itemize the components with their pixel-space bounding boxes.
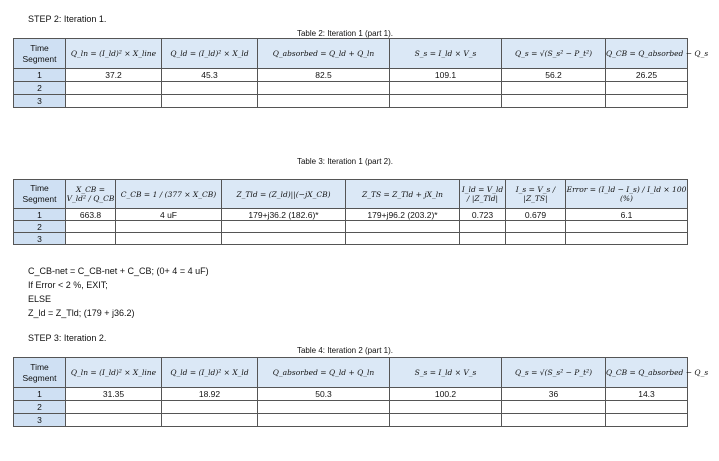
table-cell: 36 xyxy=(502,388,606,401)
note-line: If Error < 2 %, EXIT; xyxy=(28,280,108,290)
table-cell: 0.723 xyxy=(460,209,506,221)
table-cell xyxy=(606,414,688,427)
header-cell: Q_CB = Q_absorbed − Q_s xyxy=(606,358,688,388)
table-cell xyxy=(162,401,258,414)
table-row xyxy=(14,82,688,95)
table-cell xyxy=(346,233,460,245)
row-number: 1 xyxy=(14,209,66,221)
table-cell xyxy=(346,221,460,233)
table-cell xyxy=(390,401,502,414)
table-cell: 6.1 xyxy=(566,209,688,221)
table-cell: 56.2 xyxy=(502,69,606,82)
table4 xyxy=(13,357,709,427)
table-cell xyxy=(502,82,606,95)
table2-header-row xyxy=(14,39,688,69)
table-cell xyxy=(606,401,688,414)
table-cell xyxy=(566,233,688,245)
header-cell: Z_Tld = (Z_ld)||(−jX_CB) xyxy=(222,180,346,209)
table-cell xyxy=(116,233,222,245)
table-cell xyxy=(460,221,506,233)
table-cell xyxy=(460,233,506,245)
table-cell: 45.3 xyxy=(162,69,258,82)
table-row xyxy=(14,209,688,221)
table-cell xyxy=(566,221,688,233)
table-cell xyxy=(502,95,606,108)
header-cell: Q_ln = (I_ld)² × X_line xyxy=(66,39,162,69)
table-cell: 50.3 xyxy=(258,388,390,401)
note-line: C_CB-net = C_CB-net + C_CB; (0+ 4 = 4 uF) xyxy=(28,266,209,276)
row-number: 1 xyxy=(14,388,66,401)
table-cell xyxy=(162,414,258,427)
table-cell xyxy=(390,82,502,95)
header-cell: C_CB = 1 / (377 × X_CB) xyxy=(116,180,222,209)
header-cell: I_ld = V_ld / |Z_Tld| xyxy=(460,180,506,209)
table-cell xyxy=(66,233,116,245)
table-row xyxy=(14,221,688,233)
table-cell: 18.92 xyxy=(162,388,258,401)
table2 xyxy=(13,38,709,108)
header-cell: S_s = I_ld × V_s xyxy=(390,39,502,69)
header-cell: Q_CB = Q_absorbed − Q_s xyxy=(606,39,688,69)
table4-caption: Table 4: Iteration 2 (part 1). xyxy=(296,346,394,355)
table-cell xyxy=(66,414,162,427)
header-cell: Z_TS = Z_Tld + jX_ln xyxy=(346,180,460,209)
table-cell xyxy=(506,233,566,245)
table-cell: 100.2 xyxy=(390,388,502,401)
table-cell xyxy=(258,414,390,427)
table-cell: 31.35 xyxy=(66,388,162,401)
header-cell: X_CB = V_ld² / Q_CB xyxy=(66,180,116,209)
table-cell xyxy=(258,95,390,108)
header-cell: Q_ld = (I_ld)² × X_ld xyxy=(162,39,258,69)
header-cell: Q_absorbed = Q_ld + Q_ln xyxy=(258,39,390,69)
table-cell xyxy=(506,221,566,233)
table2-caption: Table 2: Iteration 1 (part 1). xyxy=(296,29,394,38)
note-line: Z_ld = Z_Tld; (179 + j36.2) xyxy=(28,308,135,318)
table-cell xyxy=(222,221,346,233)
row-number: 2 xyxy=(14,221,66,233)
row-number: 3 xyxy=(14,233,66,245)
table-cell xyxy=(66,401,162,414)
table-cell xyxy=(162,82,258,95)
step3-label: STEP 3: Iteration 2. xyxy=(28,333,107,343)
header-cell: S_s = I_ld × V_s xyxy=(390,358,502,388)
table-cell: 179+j36.2 (182.6)* xyxy=(222,209,346,221)
header-cell: Error = (I_ld − I_s) / I_ld × 100 (%) xyxy=(566,180,688,209)
iteration-notes xyxy=(28,264,209,320)
table-cell xyxy=(116,221,222,233)
table-cell xyxy=(606,82,688,95)
row-number: 2 xyxy=(14,401,66,414)
table-cell: 4 uF xyxy=(116,209,222,221)
table-cell xyxy=(502,401,606,414)
step2-label: STEP 2: Iteration 1. xyxy=(28,14,107,24)
table3 xyxy=(13,179,688,245)
table-cell xyxy=(502,414,606,427)
header-cell: Q_absorbed = Q_ld + Q_ln xyxy=(258,358,390,388)
table-row xyxy=(14,388,688,401)
row-number: 1 xyxy=(14,69,66,82)
row-number: 2 xyxy=(14,82,66,95)
header-cell: Q_ld = (I_ld)² × X_ld xyxy=(162,358,258,388)
header-cell: Q_s = √(S_s² − P_t²) xyxy=(502,39,606,69)
table-row xyxy=(14,401,688,414)
table4-header-row xyxy=(14,358,688,388)
table3-header-row xyxy=(14,180,688,209)
table-cell: 37.2 xyxy=(66,69,162,82)
table-cell xyxy=(66,82,162,95)
table-cell: 179+j96.2 (203.2)* xyxy=(346,209,460,221)
table-row xyxy=(14,414,688,427)
table3-caption: Table 3: Iteration 1 (part 2). xyxy=(296,157,394,166)
table-cell xyxy=(66,221,116,233)
header-cell: Time Segment xyxy=(14,39,66,69)
row-number: 3 xyxy=(14,414,66,427)
note-line: ELSE xyxy=(28,294,52,304)
table-cell: 663.8 xyxy=(66,209,116,221)
row-number: 3 xyxy=(14,95,66,108)
table-cell xyxy=(162,95,258,108)
table-cell: 14.3 xyxy=(606,388,688,401)
header-cell: Time Segment xyxy=(14,180,66,209)
table-cell: 82.5 xyxy=(258,69,390,82)
header-cell: I_s = V_s / |Z_TS| xyxy=(506,180,566,209)
table-cell xyxy=(222,233,346,245)
table-row xyxy=(14,233,688,245)
table-cell: 109.1 xyxy=(390,69,502,82)
table-cell: 0.679 xyxy=(506,209,566,221)
table-cell xyxy=(258,401,390,414)
table-row xyxy=(14,69,688,82)
table-cell: 26.25 xyxy=(606,69,688,82)
table-cell xyxy=(258,82,390,95)
table-row xyxy=(14,95,688,108)
table-cell xyxy=(606,95,688,108)
table-cell xyxy=(66,95,162,108)
table-cell xyxy=(390,95,502,108)
header-cell: Q_s = √(S_s² − P_t²) xyxy=(502,358,606,388)
header-cell: Q_ln = (I_ld)² × X_line xyxy=(66,358,162,388)
header-cell: Time Segment xyxy=(14,358,66,388)
table-cell xyxy=(390,414,502,427)
